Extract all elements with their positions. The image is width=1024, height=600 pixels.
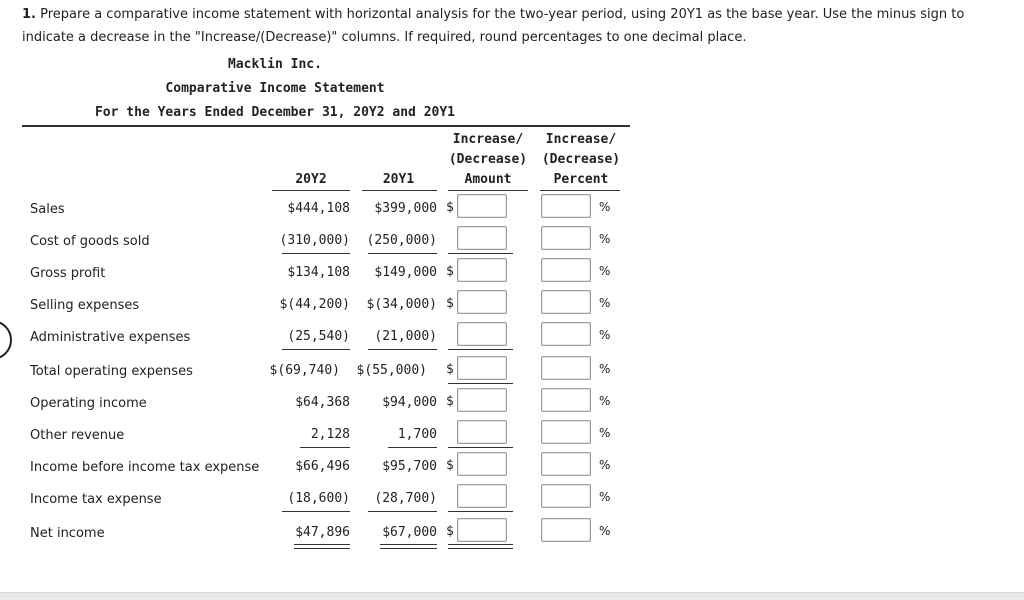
- table-row-selling-expenses: [0, 290, 1024, 322]
- amount-input-income-before-tax[interactable]: [457, 452, 507, 476]
- percent-input-other-revenue[interactable]: [541, 420, 591, 444]
- percent-input-cost-of-goods-sold[interactable]: [541, 226, 591, 250]
- dollar-sign: $: [446, 296, 454, 311]
- row-label: Selling expenses: [30, 298, 140, 313]
- subtotal-rule: [448, 511, 513, 512]
- value-20y1: $(34,000): [366, 297, 437, 312]
- value-20y2: $66,496: [295, 459, 350, 474]
- subtotal-rule: [368, 349, 437, 350]
- row-label: Administrative expenses: [30, 330, 191, 345]
- row-label: Income tax expense: [30, 492, 162, 507]
- table-row-other-revenue: [0, 420, 1024, 452]
- row-label: Gross profit: [30, 266, 106, 281]
- amount-input-other-revenue[interactable]: [457, 420, 507, 444]
- value-20y2: $134,108: [287, 265, 350, 280]
- col-header-percent-rule: [540, 190, 620, 191]
- percent-input-selling-expenses[interactable]: [541, 290, 591, 314]
- percent-input-income-before-tax[interactable]: [541, 452, 591, 476]
- col-header-percent-line2: (Decrease): [541, 152, 621, 167]
- total-double-rule: [380, 544, 437, 549]
- statement-title: Comparative Income Statement: [165, 81, 385, 96]
- value-20y2: $(44,200): [279, 297, 350, 312]
- subtotal-rule: [282, 511, 350, 512]
- row-label: Net income: [30, 526, 105, 541]
- percent-sign: %: [599, 458, 611, 472]
- value-20y2: $64,368: [295, 395, 350, 410]
- table-row-income-before-tax: [0, 452, 1024, 484]
- col-header-20y2: 20Y2: [295, 172, 327, 187]
- subtotal-rule: [282, 349, 350, 350]
- value-20y1: $67,000: [382, 525, 437, 540]
- row-label: Total operating expenses: [30, 364, 193, 379]
- dollar-sign: $: [446, 458, 454, 473]
- row-label: Cost of goods sold: [30, 234, 150, 249]
- value-20y2: (25,540): [287, 329, 350, 344]
- percent-input-administrative-expenses[interactable]: [541, 322, 591, 346]
- amount-input-administrative-expenses[interactable]: [457, 322, 507, 346]
- value-20y2: $(69,740): [269, 363, 340, 378]
- amount-input-cost-of-goods-sold[interactable]: [457, 226, 507, 250]
- table-row-gross-profit: [0, 258, 1024, 290]
- subtotal-rule: [448, 253, 513, 254]
- percent-sign: %: [599, 200, 611, 214]
- percent-sign: %: [599, 296, 611, 310]
- value-20y2: $47,896: [295, 525, 350, 540]
- row-label: Sales: [30, 202, 65, 217]
- subtotal-rule: [368, 253, 437, 254]
- amount-input-operating-income[interactable]: [457, 388, 507, 412]
- value-20y2: $444,108: [287, 201, 350, 216]
- col-header-amount: [444, 130, 532, 190]
- row-label: Other revenue: [30, 428, 125, 443]
- subtotal-rule: [448, 447, 513, 448]
- percent-sign: %: [599, 524, 611, 538]
- table-row-total-operating-expenses: [0, 356, 1024, 388]
- col-header-amount-line1: Increase/: [452, 132, 524, 147]
- percent-sign: %: [599, 490, 611, 504]
- table-row-operating-income: [0, 388, 1024, 420]
- amount-input-selling-expenses[interactable]: [457, 290, 507, 314]
- subtotal-rule: [282, 253, 350, 254]
- col-header-20y2-rule: [272, 190, 350, 191]
- value-20y1: $(55,000): [356, 363, 427, 378]
- amount-input-total-operating-expenses[interactable]: [457, 356, 507, 380]
- col-header-20y1-rule: [362, 190, 437, 191]
- amount-input-net-income[interactable]: [457, 518, 507, 542]
- row-label: Operating income: [30, 396, 147, 411]
- percent-sign: %: [599, 232, 611, 246]
- percent-input-total-operating-expenses[interactable]: [541, 356, 591, 380]
- subtotal-rule: [388, 447, 437, 448]
- percent-sign: %: [599, 394, 611, 408]
- subtotal-rule: [448, 383, 513, 384]
- table-row-income-tax-expense: [0, 484, 1024, 516]
- amount-input-sales[interactable]: [457, 194, 507, 218]
- value-20y2: 2,128: [310, 427, 350, 442]
- table-row-administrative-expenses: [0, 322, 1024, 354]
- percent-sign: %: [599, 362, 611, 376]
- percent-input-sales[interactable]: [541, 194, 591, 218]
- col-header-amount-line2: (Decrease): [448, 152, 528, 167]
- col-header-amount-rule: [448, 190, 528, 191]
- value-20y2: (18,600): [287, 491, 350, 506]
- value-20y1: $149,000: [374, 265, 437, 280]
- value-20y2: (310,000): [279, 233, 350, 248]
- percent-sign: %: [599, 264, 611, 278]
- col-header-20y1: 20Y1: [382, 172, 415, 187]
- col-header-percent-line3: Percent: [553, 172, 609, 187]
- col-header-amount-line3: Amount: [464, 172, 512, 187]
- subtotal-rule: [368, 511, 437, 512]
- col-header-percent: [536, 130, 626, 190]
- subtotal-rule: [300, 447, 350, 448]
- value-20y1: 1,700: [397, 427, 437, 442]
- value-20y1: (21,000): [374, 329, 437, 344]
- dollar-sign: $: [446, 362, 454, 377]
- question-number: 1.: [22, 7, 36, 22]
- subtotal-rule: [448, 349, 513, 350]
- percent-input-income-tax-expense[interactable]: [541, 484, 591, 508]
- total-double-rule: [448, 544, 513, 549]
- amount-input-income-tax-expense[interactable]: [457, 484, 507, 508]
- value-20y1: $95,700: [382, 459, 437, 474]
- instructions: [22, 3, 1002, 49]
- col-header-percent-line1: Increase/: [545, 132, 617, 147]
- table-row-net-income: [0, 518, 1024, 550]
- amount-input-gross-profit[interactable]: [457, 258, 507, 282]
- percent-input-gross-profit[interactable]: [541, 258, 591, 282]
- header-rule: [22, 125, 630, 127]
- value-20y1: $399,000: [374, 201, 437, 216]
- percent-sign: %: [599, 328, 611, 342]
- statement-period: For the Years Ended December 31, 20Y2 and 20Y1: [94, 105, 456, 120]
- table-row-sales: [0, 194, 1024, 226]
- value-20y1: (28,700): [374, 491, 437, 506]
- value-20y1: $94,000: [382, 395, 437, 410]
- percent-sign: %: [599, 426, 611, 440]
- question-text: Prepare a comparative income statement with horizontal analysis for the two-year period, using 20Y1 as the base year. Use the minus sign to indicate a decrease in the "Increase/(Decrease)" columns. If required, round percentages to one decimal place.: [22, 7, 965, 45]
- table-row-cost-of-goods-sold: [0, 226, 1024, 258]
- percent-input-net-income[interactable]: [541, 518, 591, 542]
- dollar-sign: $: [446, 200, 454, 215]
- company-name: Macklin Inc.: [228, 57, 322, 72]
- dollar-sign: $: [446, 264, 454, 279]
- row-label: Income before income tax expense: [30, 460, 260, 475]
- dollar-sign: $: [446, 394, 454, 409]
- percent-input-operating-income[interactable]: [541, 388, 591, 412]
- dollar-sign: $: [446, 524, 454, 539]
- value-20y1: (250,000): [366, 233, 437, 248]
- total-double-rule: [294, 544, 350, 549]
